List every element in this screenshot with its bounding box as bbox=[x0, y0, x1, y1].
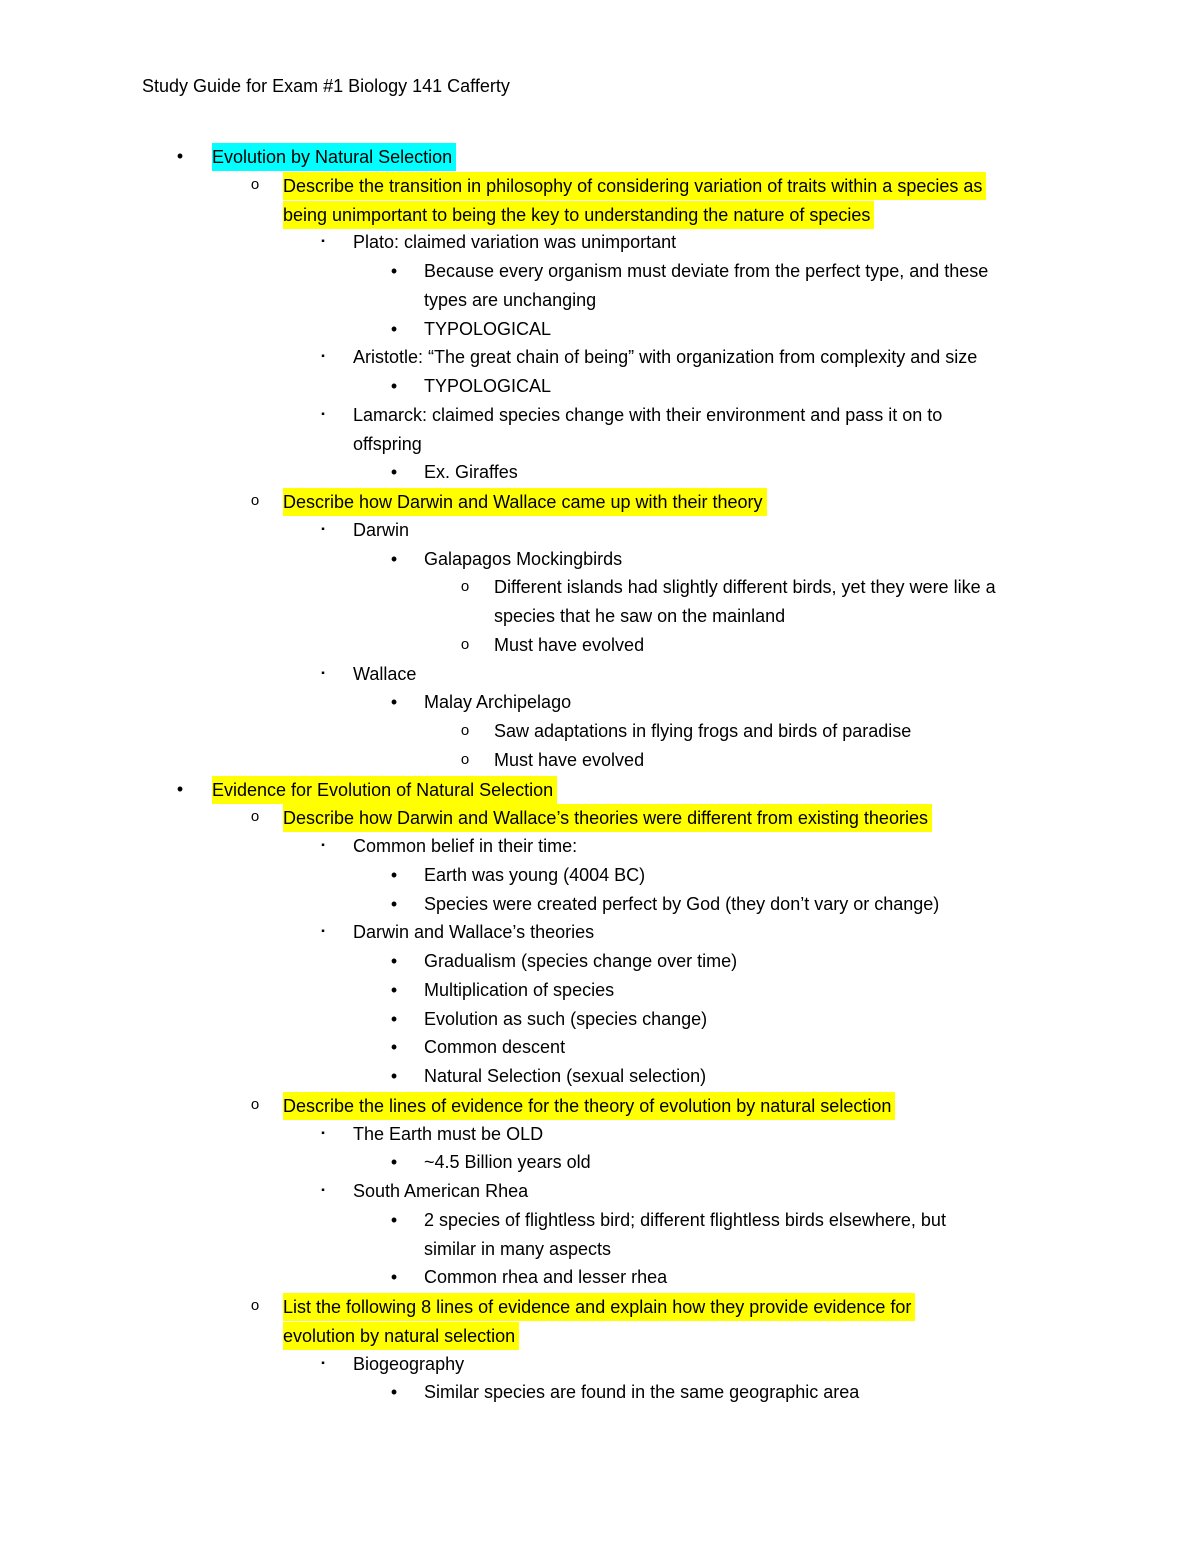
outline-line-level-5: species that he saw on the mainland bbox=[494, 606, 786, 626]
outline-line-level-4: similar in many aspects bbox=[424, 1239, 612, 1259]
outline-line-level-3: Wallace bbox=[353, 664, 417, 684]
outline-line-level-4: types are unchanging bbox=[424, 290, 597, 310]
bullet-marker: • bbox=[390, 980, 398, 1000]
bullet-marker: o bbox=[460, 636, 470, 653]
outline-line-level-3: Biogeography bbox=[353, 1354, 465, 1374]
outline-line-level-3: Lamarck: claimed species change with their environment and pass it on to bbox=[353, 405, 943, 425]
outline-line-level-4: Gradualism (species change over time) bbox=[424, 951, 738, 971]
outline-line-level-2: Describe how Darwin and Wallace’s theories were different from existing theories bbox=[283, 804, 932, 832]
bullet-marker: ▪ bbox=[321, 1185, 325, 1196]
outline-line-level-3: Plato: claimed variation was unimportant bbox=[353, 232, 677, 252]
bullet-marker: • bbox=[390, 1210, 398, 1230]
outline-line-level-3: Darwin and Wallace’s theories bbox=[353, 922, 595, 942]
document-title: Study Guide for Exam #1 Biology 141 Cafferty bbox=[142, 76, 510, 96]
bullet-marker: • bbox=[390, 376, 398, 396]
outline-line-level-3: offspring bbox=[353, 434, 422, 454]
bullet-marker: ▪ bbox=[321, 351, 325, 362]
outline-line-level-4: Common rhea and lesser rhea bbox=[424, 1267, 668, 1287]
bullet-marker: o bbox=[250, 492, 260, 509]
bullet-marker: • bbox=[390, 1066, 398, 1086]
outline-line-level-2: Describe the transition in philosophy of considering variation of traits within a species as bbox=[283, 172, 986, 200]
outline-line-level-4: TYPOLOGICAL bbox=[424, 376, 552, 396]
outline-line-level-2: being unimportant to being the key to understanding the nature of species bbox=[283, 201, 874, 229]
outline-line-level-3: South American Rhea bbox=[353, 1181, 529, 1201]
bullet-marker: • bbox=[390, 1009, 398, 1029]
bullet-marker: • bbox=[390, 1267, 398, 1287]
outline-line-level-2: Describe how Darwin and Wallace came up with their theory bbox=[283, 488, 767, 516]
bullet-marker: ▪ bbox=[321, 524, 325, 535]
outline-line-level-4: Multiplication of species bbox=[424, 980, 615, 1000]
outline-line-level-4: ~4.5 Billion years old bbox=[424, 1152, 591, 1172]
outline-line-level-5: Different islands had slightly different birds, yet they were like a bbox=[494, 577, 996, 597]
outline-line-level-4: Species were created perfect by God (they don’t vary or change) bbox=[424, 894, 940, 914]
outline-line-level-4: Malay Archipelago bbox=[424, 692, 572, 712]
bullet-marker: • bbox=[390, 692, 398, 712]
outline-line-level-4: Evolution as such (species change) bbox=[424, 1009, 708, 1029]
bullet-marker: ▪ bbox=[321, 409, 325, 420]
outline-line-level-5: Must have evolved bbox=[494, 750, 645, 770]
outline-line-level-4: Earth was young (4004 BC) bbox=[424, 865, 646, 885]
bullet-marker: ▪ bbox=[321, 840, 325, 851]
bullet-marker: • bbox=[390, 1152, 398, 1172]
outline-line-level-2: Describe the lines of evidence for the theory of evolution by natural selection bbox=[283, 1092, 895, 1120]
bullet-marker: • bbox=[390, 894, 398, 914]
outline-line-level-4: Similar species are found in the same geographic area bbox=[424, 1382, 860, 1402]
outline-line-level-4: TYPOLOGICAL bbox=[424, 319, 552, 339]
outline-line-level-4: Ex. Giraffes bbox=[424, 462, 518, 482]
outline-line-level-3: Darwin bbox=[353, 520, 410, 540]
outline-line-level-1: Evolution by Natural Selection bbox=[212, 143, 456, 171]
bullet-marker: • bbox=[176, 146, 184, 166]
bullet-marker: o bbox=[250, 176, 260, 193]
outline-line-level-3: Common belief in their time: bbox=[353, 836, 578, 856]
bullet-marker: • bbox=[176, 779, 184, 799]
bullet-marker: • bbox=[390, 462, 398, 482]
bullet-marker: o bbox=[460, 722, 470, 739]
outline-line-level-3: The Earth must be OLD bbox=[353, 1124, 544, 1144]
bullet-marker: • bbox=[390, 1382, 398, 1402]
outline-line-level-2: List the following 8 lines of evidence and explain how they provide evidence for bbox=[283, 1293, 915, 1321]
bullet-marker: o bbox=[460, 751, 470, 768]
bullet-marker: ▪ bbox=[321, 236, 325, 247]
outline-line-level-3: Aristotle: “The great chain of being” with organization from complexity and size bbox=[353, 347, 978, 367]
outline-line-level-1: Evidence for Evolution of Natural Selection bbox=[212, 776, 557, 804]
bullet-marker: ▪ bbox=[321, 1128, 325, 1139]
bullet-marker: • bbox=[390, 549, 398, 569]
outline-line-level-4: Common descent bbox=[424, 1037, 566, 1057]
bullet-marker: ▪ bbox=[321, 1358, 325, 1369]
outline-line-level-2: evolution by natural selection bbox=[283, 1322, 519, 1350]
bullet-marker: • bbox=[390, 865, 398, 885]
bullet-marker: • bbox=[390, 951, 398, 971]
outline-line-level-5: Saw adaptations in flying frogs and birds of paradise bbox=[494, 721, 912, 741]
bullet-marker: o bbox=[250, 1096, 260, 1113]
outline-line-level-4: Natural Selection (sexual selection) bbox=[424, 1066, 707, 1086]
bullet-marker: • bbox=[390, 319, 398, 339]
bullet-marker: o bbox=[250, 1297, 260, 1314]
bullet-marker: • bbox=[390, 261, 398, 281]
outline-line-level-4: Galapagos Mockingbirds bbox=[424, 549, 623, 569]
bullet-marker: o bbox=[460, 578, 470, 595]
bullet-marker: ▪ bbox=[321, 668, 325, 679]
outline-line-level-4: 2 species of flightless bird; different flightless birds elsewhere, but bbox=[424, 1210, 946, 1230]
outline-line-level-5: Must have evolved bbox=[494, 635, 645, 655]
bullet-marker: ▪ bbox=[321, 926, 325, 937]
bullet-marker: • bbox=[390, 1037, 398, 1057]
outline-line-level-4: Because every organism must deviate from the perfect type, and these bbox=[424, 261, 989, 281]
bullet-marker: o bbox=[250, 808, 260, 825]
